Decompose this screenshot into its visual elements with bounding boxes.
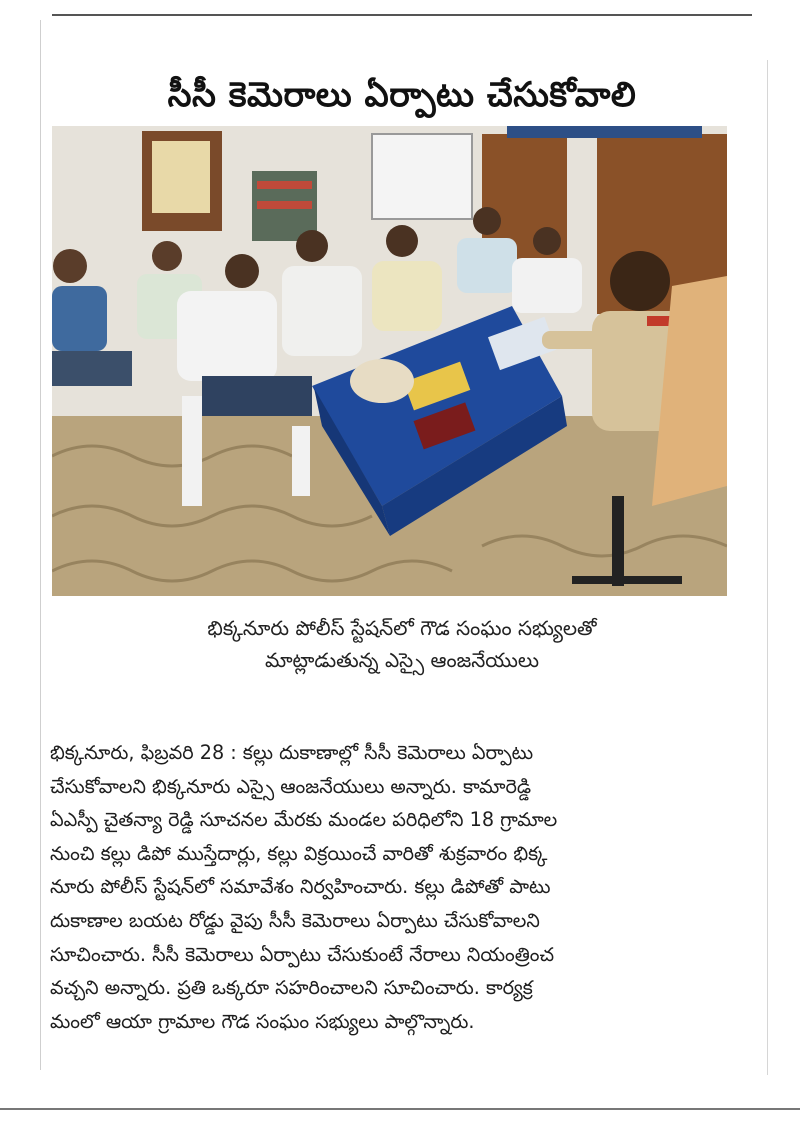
- bottom-rule: [0, 1108, 800, 1110]
- body-line: సూచించారు. సీసీ కెమెరాలు ఏర్పాటు చేసుకుంటే నేరాలు నియంత్రించ: [50, 942, 555, 966]
- photo-caption-line: భిక్కనూరు పోలీస్ స్టేషన్‌లో గౌడ సంఘం సభ్యులతో: [207, 616, 597, 640]
- photo-caption-line: మాట్లాడుతున్న ఎస్సై ఆంజనేయులు: [264, 648, 540, 672]
- body-line: చేసుకోవాలని భిక్కనూరు ఎస్సై ఆంజనేయులు అన్నారు. కామారెడ్డి: [50, 774, 532, 798]
- body-line: ఏఎస్పీ చైతన్యా రెడ్డి సూచనల మేరకు మండల పరిధిలోని 18 గ్రామాల: [50, 808, 558, 832]
- body-line: నుంచి కల్లు డిపో ముస్తేదార్లు, కల్లు విక్రయించే వారితో శుక్రవారం భిక్క: [50, 841, 548, 865]
- body-line: మంలో ఆయా గ్రామాల గౌడ సంఘం సభ్యులు పాల్గొన్నారు.: [50, 1009, 475, 1033]
- article-body: [50, 736, 730, 1038]
- body-line: వచ్చని అన్నారు. ప్రతి ఒక్కరూ సహరించాలని సూచించారు. కార్యక్ర: [50, 976, 533, 1000]
- column-right-rule: [767, 60, 768, 1075]
- photo-caption: [52, 612, 752, 676]
- article-headline: సీసీ కెమెరాలు ఏర్పాటు చేసుకోవాలి: [167, 74, 637, 115]
- news-photo: [52, 126, 727, 596]
- body-line: భిక్కనూరు, ఫిబ్రవరి 28 : కల్లు దుకాణాల్లో సీసీ కెమెరాలు ఏర్పాటు: [50, 741, 534, 764]
- top-rule: [52, 14, 752, 16]
- column-left-rule: [40, 20, 41, 1070]
- body-line: నూరు పోలీస్ స్టేషన్‌లో సమావేశం నిర్వహించారు. కల్లు డిపోతో పాటు: [50, 875, 551, 899]
- body-line: దుకాణాల బయట రోడ్డు వైపు సీసీ కెమెరాలు ఏర్పాటు చేసుకోవాలని: [50, 908, 540, 932]
